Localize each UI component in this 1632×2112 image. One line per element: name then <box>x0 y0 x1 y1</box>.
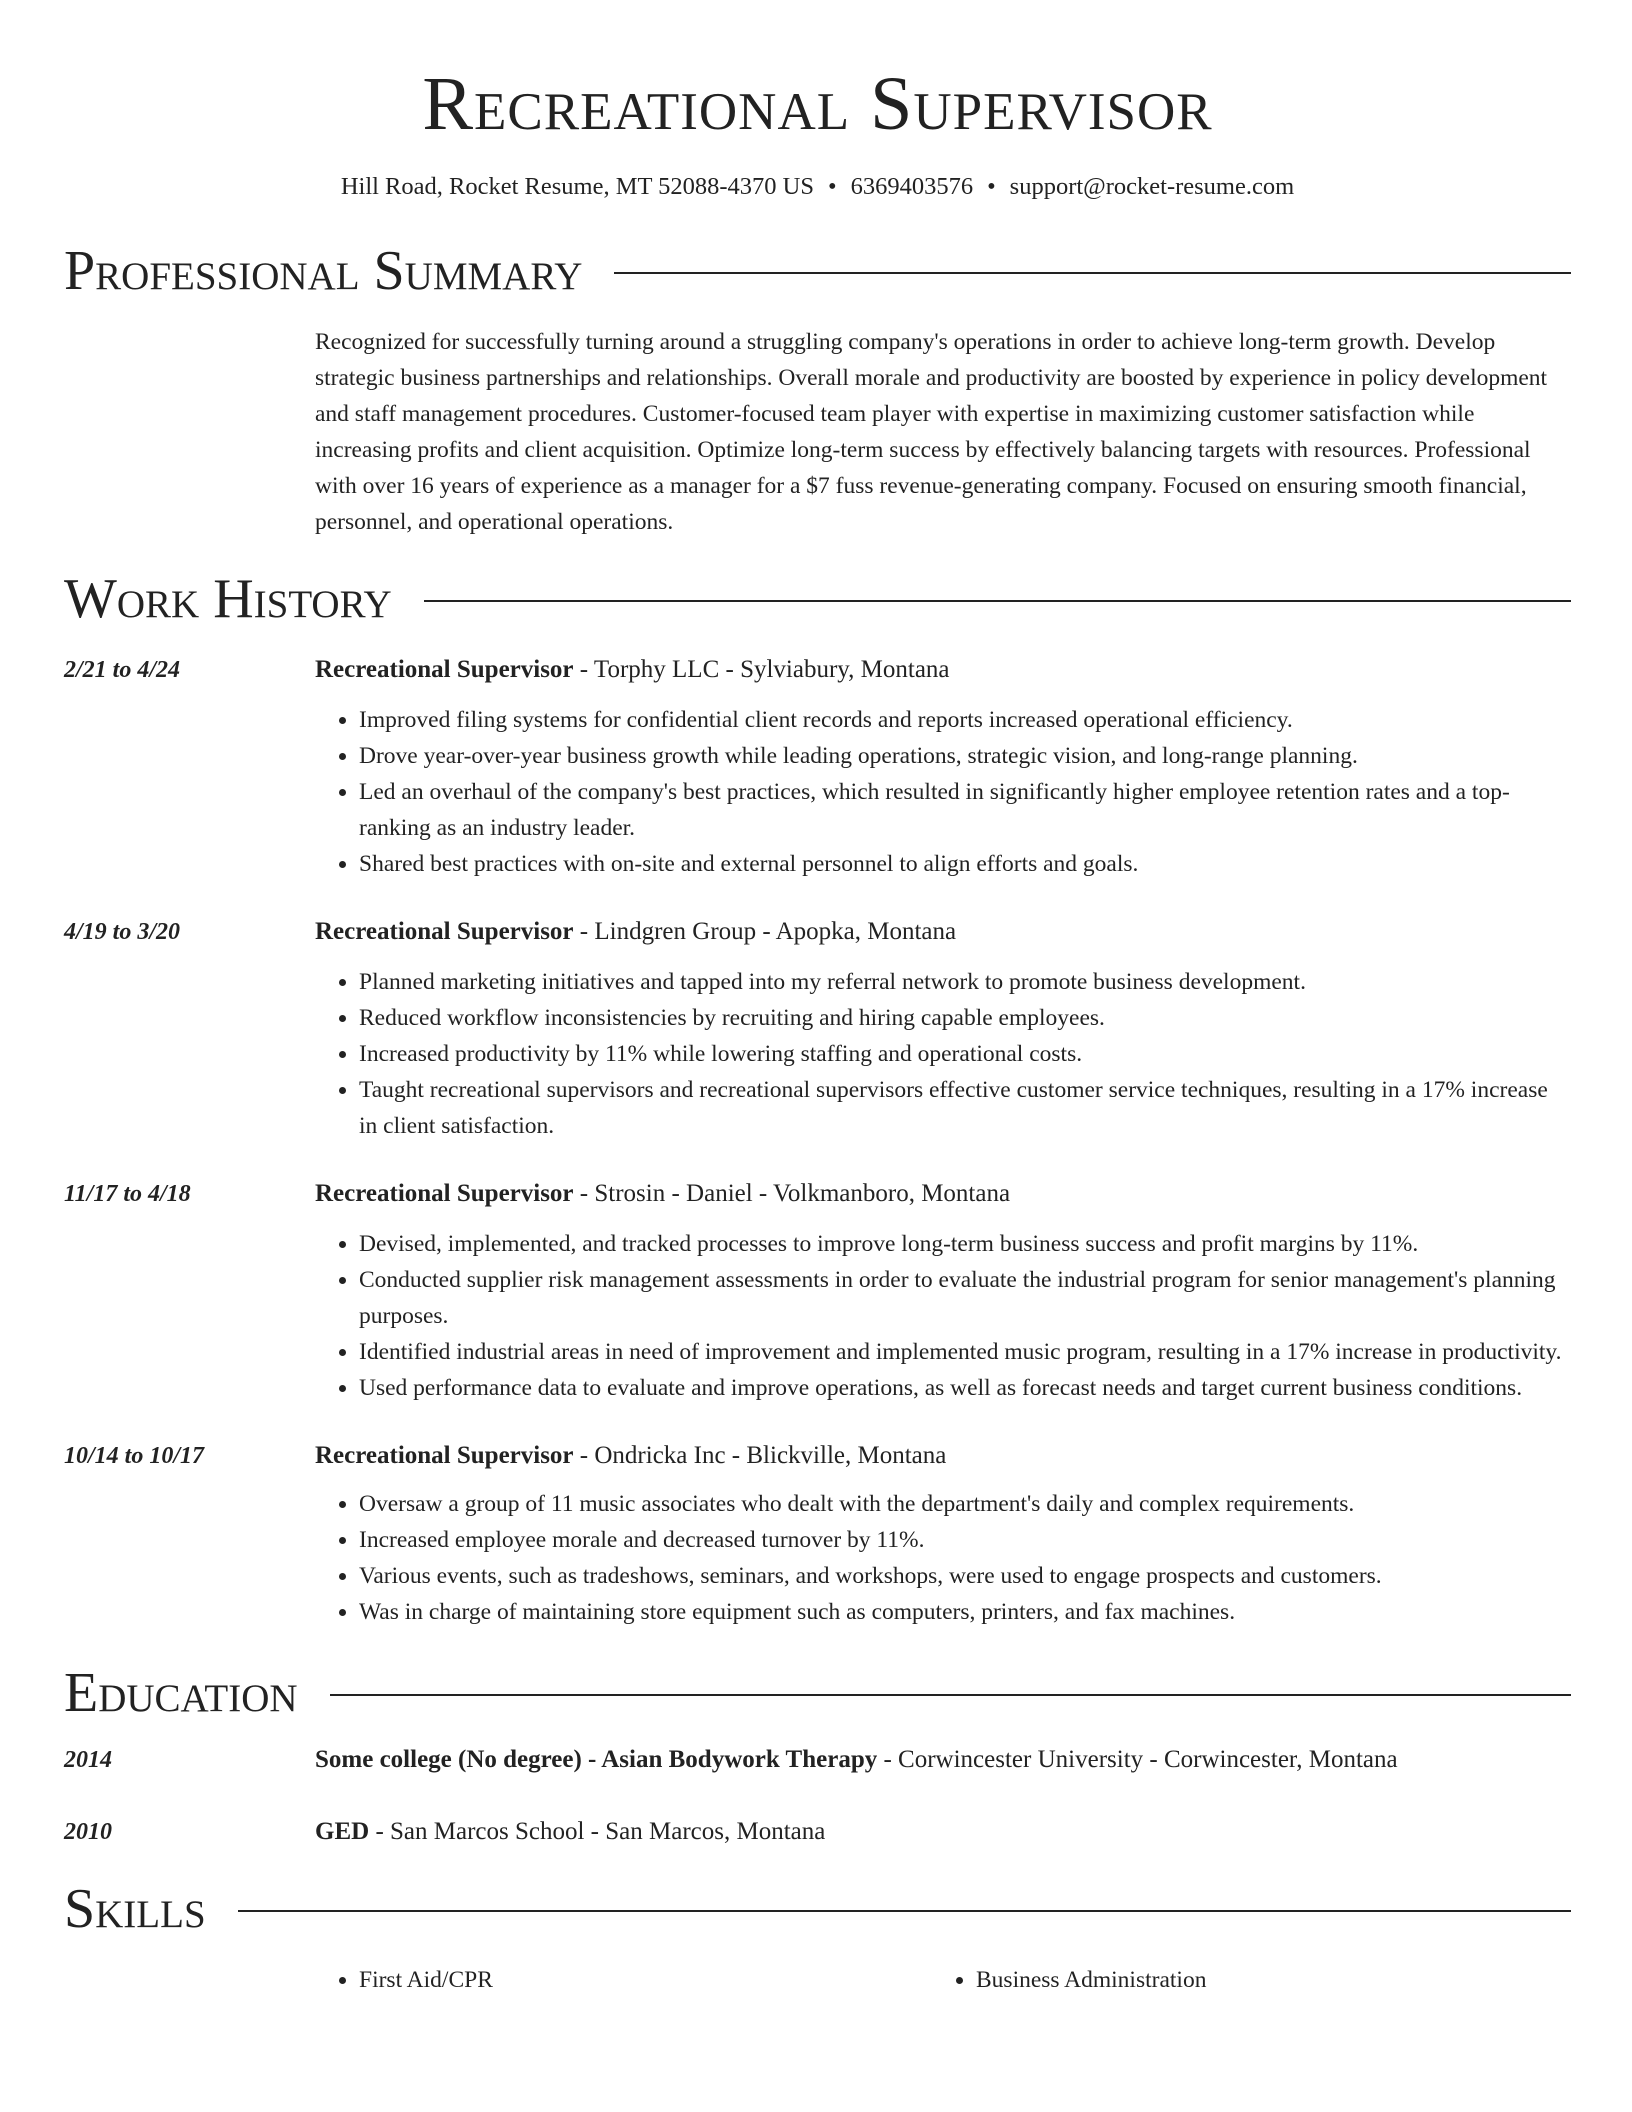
work-title-line <box>315 652 1571 688</box>
contact-address: Hill Road, Rocket Resume, MT 52088-4370 US <box>340 173 815 200</box>
section-divider <box>238 1910 1571 1912</box>
work-body <box>315 652 1571 882</box>
education-body <box>315 1742 1571 1778</box>
contact-line <box>64 170 1571 204</box>
work-dates: 10/14 to 10/17 <box>64 1443 205 1469</box>
candidate-name: Recreational Supervisor <box>422 62 1213 146</box>
work-title-line <box>315 1438 1571 1474</box>
work-entry <box>64 914 1571 1144</box>
section-education-header <box>64 1660 1571 1726</box>
section-summary-title: Professional Summary <box>64 240 583 302</box>
work-bullet: • Devised, implemented, and tracked processes to improve long-term business success and profit margins by 11%. <box>359 1226 1571 1262</box>
work-body <box>315 1438 1571 1630</box>
work-bullet: • Various events, such as tradeshows, seminars, and workshops, were used to engage prospects and customers. <box>359 1558 1571 1594</box>
work-dates: 2/21 to 4/24 <box>64 657 181 683</box>
work-bullet: • Taught recreational supervisors and recreational supervisors effective customer service techniques, resulting in a 17% increase in client satisfaction. <box>359 1072 1571 1144</box>
contact-separator: • <box>828 173 837 200</box>
section-work-header <box>64 566 1571 632</box>
work-bullets <box>315 1486 1571 1630</box>
education-details: - Corwincester University - Corwincester, Montana <box>877 1746 1398 1773</box>
education-body <box>315 1814 1571 1850</box>
section-skills-header <box>64 1876 1571 1942</box>
section-divider <box>330 1694 1571 1696</box>
work-bullet: • Identified industrial areas in need of improvement and implemented music program, resulting in a 17% increase in productivity. <box>359 1334 1571 1370</box>
education-entry <box>64 1742 1571 1778</box>
education-entry <box>64 1814 1571 1850</box>
section-skills-title: Skills <box>64 1878 206 1940</box>
work-bullet: • Oversaw a group of 11 music associates who dealt with the department's daily and complex requirements. <box>359 1486 1571 1522</box>
job-title: Recreational Supervisor <box>315 656 574 683</box>
job-title: Recreational Supervisor <box>315 1442 574 1469</box>
education-year: 2014 <box>64 1747 112 1773</box>
work-bullet: • Improved filing systems for confidential client records and reports increased operational efficiency. <box>359 702 1571 738</box>
work-entry <box>64 652 1571 882</box>
work-bullet: • Increased productivity by 11% while lowering staffing and operational costs. <box>359 1036 1571 1072</box>
summary-text: Recognized for successfully turning around a struggling company's operations in order to achieve long-term growth. Develop strategic business partnerships and relationships. Overall morale and productivity are boosted by experience in policy development and staff management procedures. Customer-focused team player with expertise in maximizing customer satisfaction while increasing profits and client acquisition. Optimize long-term success by effectively balancing targets with resources. Professional with over 16 years of experience as a manager for a $7 fuss revenue-generating company. Focused on ensuring smooth financial, personnel, and operational operations. <box>315 329 1548 535</box>
skill-item: • First Aid/CPR <box>359 1962 932 1998</box>
work-body <box>315 1176 1571 1406</box>
skills-column-left <box>315 1962 932 1998</box>
work-dates: 4/19 to 3/20 <box>64 919 181 945</box>
section-summary-header <box>64 238 1571 304</box>
work-title-line <box>315 1176 1571 1212</box>
work-bullet: • Drove year-over-year business growth while leading operations, strategic vision, and long-range planning. <box>359 738 1571 774</box>
skills-column-right <box>932 1962 1549 1998</box>
job-details: - Torphy LLC - Sylviabury, Montana <box>573 656 950 683</box>
education-year: 2010 <box>64 1819 112 1845</box>
work-title-line <box>315 914 1571 950</box>
section-divider <box>614 272 1571 274</box>
work-bullet: • Reduced workflow inconsistencies by recruiting and hiring capable employees. <box>359 1000 1571 1036</box>
job-details: - Ondricka Inc - Blickville, Montana <box>573 1442 947 1469</box>
work-bullet: • Led an overhaul of the company's best practices, which resulted in significantly higher employee retention rates and a top-ranking as an industry leader. <box>359 774 1571 846</box>
job-title: Recreational Supervisor <box>315 1180 574 1207</box>
contact-email: support@rocket-resume.com <box>1009 173 1295 200</box>
education-degree: GED <box>315 1818 370 1845</box>
job-details: - Lindgren Group - Apopka, Montana <box>573 918 957 945</box>
work-dates: 11/17 to 4/18 <box>64 1181 191 1207</box>
skill-item: • Business Administration <box>976 1962 1549 1998</box>
work-entry <box>64 1438 1571 1630</box>
work-bullet: • Planned marketing initiatives and tapped into my referral network to promote business development. <box>359 964 1571 1000</box>
skills-list <box>315 1962 1571 1998</box>
work-bullets <box>315 964 1571 1144</box>
work-bullet: • Increased employee morale and decreased turnover by 11%. <box>359 1522 1571 1558</box>
section-divider <box>424 600 1571 602</box>
education-details: - San Marcos School - San Marcos, Montana <box>369 1818 826 1845</box>
education-line <box>315 1742 1571 1778</box>
work-body <box>315 914 1571 1144</box>
work-bullets <box>315 1226 1571 1406</box>
work-bullet: • Conducted supplier risk management assessments in order to evaluate the industrial program for senior management's planning purposes. <box>359 1262 1571 1334</box>
work-bullet: • Was in charge of maintaining store equipment such as computers, printers, and fax machines. <box>359 1594 1571 1630</box>
section-work-title: Work History <box>64 568 392 630</box>
job-title: Recreational Supervisor <box>315 918 574 945</box>
section-education-title: Education <box>64 1662 298 1724</box>
work-bullet: • Used performance data to evaluate and improve operations, as well as forecast needs and target current business conditions. <box>359 1370 1571 1406</box>
job-details: - Strosin - Daniel - Volkmanboro, Montana <box>573 1180 1011 1207</box>
education-degree: Some college (No degree) - Asian Bodywork Therapy <box>315 1746 878 1773</box>
education-line <box>315 1814 1571 1850</box>
work-entry <box>64 1176 1571 1406</box>
contact-separator: • <box>987 173 996 200</box>
resume-page <box>64 0 1571 1998</box>
work-bullet: • Shared best practices with on-site and external personnel to align efforts and goals. <box>359 846 1571 882</box>
work-bullets <box>315 702 1571 882</box>
contact-phone: 6369403576 <box>850 173 974 200</box>
